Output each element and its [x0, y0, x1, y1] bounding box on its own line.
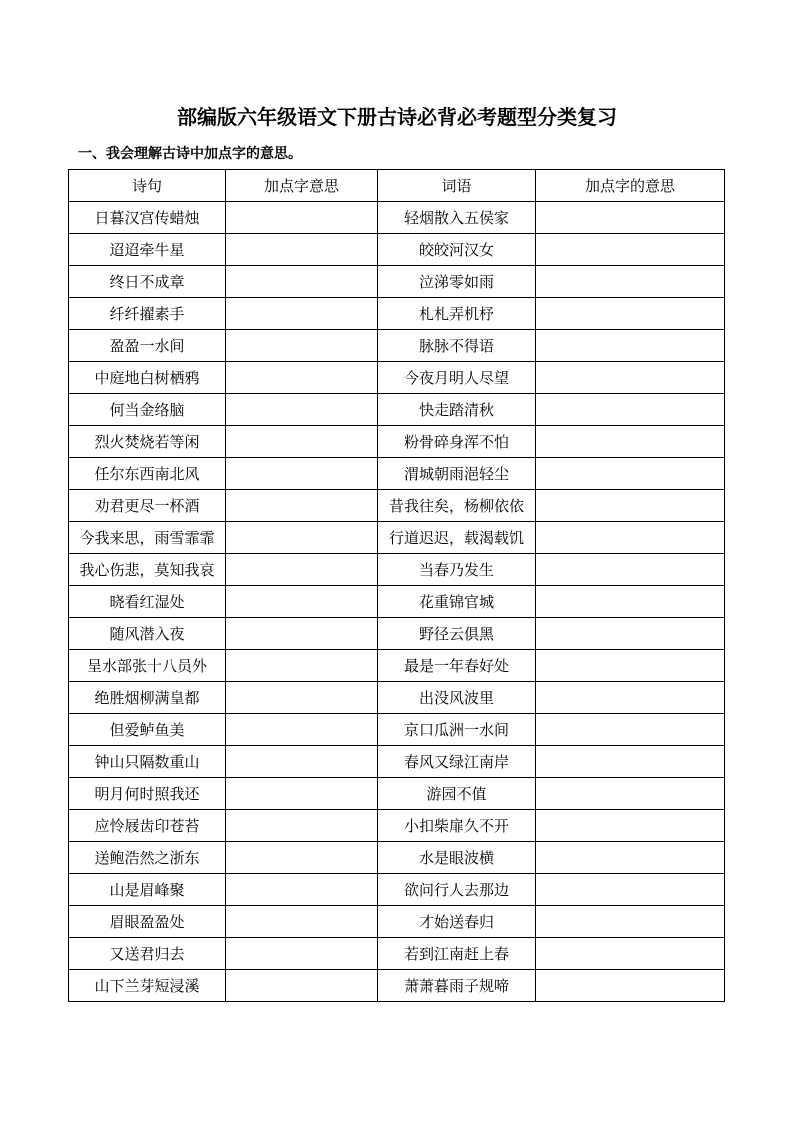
column-header: 加点字意思 — [226, 170, 378, 202]
word-cell: 札札弄机杼 — [378, 298, 536, 330]
answer-cell[interactable] — [226, 394, 378, 426]
poem-line-cell: 纤纤擢素手 — [69, 298, 226, 330]
table-row — [69, 970, 725, 1002]
answer-cell[interactable] — [536, 938, 725, 970]
answer-cell[interactable] — [536, 394, 725, 426]
answer-cell[interactable] — [536, 714, 725, 746]
poem-line-cell: 中庭地白树栖鸦 — [69, 362, 226, 394]
table-row — [69, 810, 725, 842]
column-header: 加点字的意思 — [536, 170, 725, 202]
word-cell: 花重锦官城 — [378, 586, 536, 618]
answer-cell[interactable] — [226, 362, 378, 394]
word-cell: 脉脉不得语 — [378, 330, 536, 362]
answer-cell[interactable] — [536, 746, 725, 778]
answer-cell[interactable] — [226, 266, 378, 298]
answer-cell[interactable] — [536, 426, 725, 458]
poem-line-cell: 绝胜烟柳满皇都 — [69, 682, 226, 714]
word-cell: 水是眼波横 — [378, 842, 536, 874]
answer-cell[interactable] — [226, 650, 378, 682]
word-cell: 今夜月明人尽望 — [378, 362, 536, 394]
column-header: 诗句 — [69, 170, 226, 202]
word-cell: 行道迟迟，载渴载饥 — [378, 522, 536, 554]
answer-cell[interactable] — [226, 586, 378, 618]
word-cell: 游园不值 — [378, 778, 536, 810]
answer-cell[interactable] — [536, 522, 725, 554]
answer-cell[interactable] — [536, 618, 725, 650]
poem-line-cell: 日暮汉宫传蜡烛 — [69, 202, 226, 234]
word-cell: 当春乃发生 — [378, 554, 536, 586]
poem-line-cell: 盈盈一水间 — [69, 330, 226, 362]
table-row — [69, 202, 725, 234]
answer-cell[interactable] — [226, 714, 378, 746]
answer-cell[interactable] — [536, 906, 725, 938]
poem-line-cell: 劝君更尽一杯酒 — [69, 490, 226, 522]
answer-cell[interactable] — [226, 458, 378, 490]
answer-cell[interactable] — [536, 874, 725, 906]
table-row — [69, 938, 725, 970]
table-row — [69, 362, 725, 394]
poem-line-cell: 应怜屐齿印苍苔 — [69, 810, 226, 842]
table-row — [69, 266, 725, 298]
answer-cell[interactable] — [226, 490, 378, 522]
poem-line-cell: 山是眉峰聚 — [69, 874, 226, 906]
answer-cell[interactable] — [536, 298, 725, 330]
answer-cell[interactable] — [226, 330, 378, 362]
column-header: 词语 — [378, 170, 536, 202]
table-row — [69, 234, 725, 266]
poem-line-cell: 眉眼盈盈处 — [69, 906, 226, 938]
answer-cell[interactable] — [536, 266, 725, 298]
poem-line-cell: 山下兰芽短浸溪 — [69, 970, 226, 1002]
answer-cell[interactable] — [226, 938, 378, 970]
answer-cell[interactable] — [536, 842, 725, 874]
answer-cell[interactable] — [536, 330, 725, 362]
word-cell: 轻烟散入五侯家 — [378, 202, 536, 234]
answer-cell[interactable] — [536, 586, 725, 618]
poem-line-cell: 烈火焚烧若等闲 — [69, 426, 226, 458]
answer-cell[interactable] — [226, 682, 378, 714]
answer-cell[interactable] — [226, 842, 378, 874]
word-cell: 泣涕零如雨 — [378, 266, 536, 298]
poem-line-cell: 钟山只隔数重山 — [69, 746, 226, 778]
table-row — [69, 458, 725, 490]
answer-cell[interactable] — [226, 874, 378, 906]
answer-cell[interactable] — [536, 650, 725, 682]
answer-cell[interactable] — [226, 906, 378, 938]
poem-line-cell: 终日不成章 — [69, 266, 226, 298]
poem-line-cell: 送鲍浩然之浙东 — [69, 842, 226, 874]
table-row — [69, 842, 725, 874]
poem-line-cell: 呈水部张十八员外 — [69, 650, 226, 682]
table-row — [69, 682, 725, 714]
table-row — [69, 490, 725, 522]
answer-cell[interactable] — [536, 362, 725, 394]
word-cell: 春风又绿江南岸 — [378, 746, 536, 778]
answer-cell[interactable] — [536, 458, 725, 490]
answer-cell[interactable] — [536, 970, 725, 1002]
answer-cell[interactable] — [536, 554, 725, 586]
word-cell: 欲问行人去那边 — [378, 874, 536, 906]
table-row — [69, 650, 725, 682]
table-row — [69, 618, 725, 650]
page-title: 部编版六年级语文下册古诗必背必考题型分类复习 — [177, 105, 617, 129]
table-row — [69, 906, 725, 938]
answer-cell[interactable] — [226, 618, 378, 650]
table-row — [69, 778, 725, 810]
poem-line-cell: 我心伤悲，莫知我哀 — [69, 554, 226, 586]
answer-cell[interactable] — [226, 970, 378, 1002]
table-row — [69, 586, 725, 618]
table-row — [69, 746, 725, 778]
word-cell: 快走踏清秋 — [378, 394, 536, 426]
table-row — [69, 714, 725, 746]
poem-line-cell: 迢迢牵牛星 — [69, 234, 226, 266]
poem-line-cell: 但爱鲈鱼美 — [69, 714, 226, 746]
table-row — [69, 522, 725, 554]
table-row — [69, 394, 725, 426]
poem-line-cell: 今我来思，雨雪霏霏 — [69, 522, 226, 554]
word-cell: 渭城朝雨浥轻尘 — [378, 458, 536, 490]
poem-line-cell: 任尔东西南北风 — [69, 458, 226, 490]
poem-table — [68, 169, 725, 1002]
answer-cell[interactable] — [226, 746, 378, 778]
word-cell: 才始送春归 — [378, 906, 536, 938]
answer-cell[interactable] — [226, 810, 378, 842]
answer-cell[interactable] — [536, 490, 725, 522]
word-cell: 出没风波里 — [378, 682, 536, 714]
answer-cell[interactable] — [226, 778, 378, 810]
table-row — [69, 554, 725, 586]
poem-line-cell: 何当金络脑 — [69, 394, 226, 426]
word-cell: 萧萧暮雨子规啼 — [378, 970, 536, 1002]
answer-cell[interactable] — [226, 522, 378, 554]
word-cell: 野径云俱黑 — [378, 618, 536, 650]
answer-cell[interactable] — [536, 810, 725, 842]
word-cell: 粉骨碎身浑不怕 — [378, 426, 536, 458]
table-row — [69, 330, 725, 362]
answer-cell[interactable] — [226, 202, 378, 234]
table-row — [69, 298, 725, 330]
table-row — [69, 874, 725, 906]
answer-cell[interactable] — [226, 426, 378, 458]
answer-cell[interactable] — [536, 682, 725, 714]
poem-line-cell: 又送君归去 — [69, 938, 226, 970]
poem-line-cell: 晓看红湿处 — [69, 586, 226, 618]
table-header-row — [69, 170, 725, 202]
section-heading: 一、我会理解古诗中加点字的意思。 — [78, 146, 302, 162]
word-cell: 皎皎河汉女 — [378, 234, 536, 266]
answer-cell[interactable] — [536, 202, 725, 234]
poem-line-cell: 随风潜入夜 — [69, 618, 226, 650]
answer-cell[interactable] — [226, 554, 378, 586]
answer-cell[interactable] — [226, 234, 378, 266]
word-cell: 京口瓜洲一水间 — [378, 714, 536, 746]
word-cell: 昔我往矣，杨柳依依 — [378, 490, 536, 522]
word-cell: 小扣柴扉久不开 — [378, 810, 536, 842]
word-cell: 若到江南赶上春 — [378, 938, 536, 970]
word-cell: 最是一年春好处 — [378, 650, 536, 682]
answer-cell[interactable] — [536, 778, 725, 810]
poem-line-cell: 明月何时照我还 — [69, 778, 226, 810]
table-row — [69, 426, 725, 458]
answer-cell[interactable] — [536, 234, 725, 266]
answer-cell[interactable] — [226, 298, 378, 330]
